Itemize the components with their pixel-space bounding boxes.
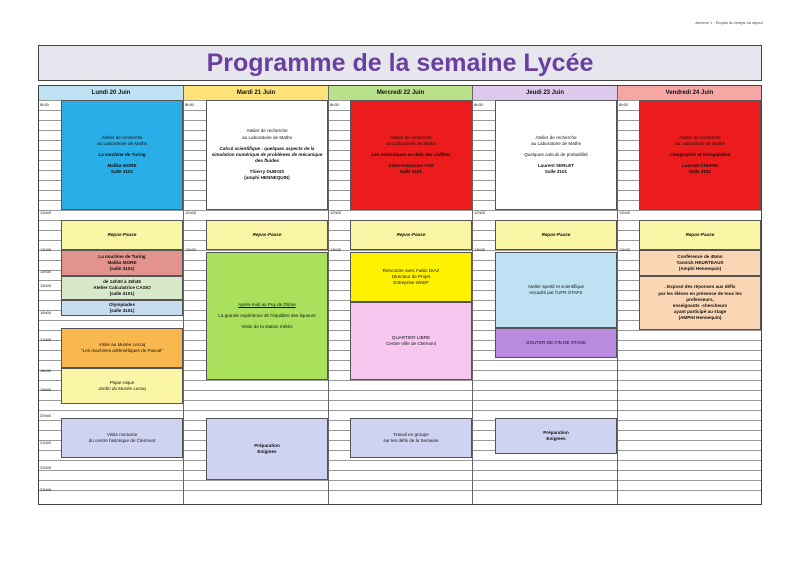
time-label: 13h30 <box>185 247 197 252</box>
wednesday-lunch: Repas-Pause <box>350 220 472 250</box>
time-label: 8h30 <box>474 102 483 107</box>
time-label: 13h30 <box>40 247 52 252</box>
time-label: 20h00 <box>40 413 52 418</box>
day-header-monday: Lundi 20 Juin <box>39 86 183 100</box>
wednesday-group-work: Travail en groupe sur les défis de la Semaine <box>350 418 472 458</box>
time-label: 8h30 <box>330 102 339 107</box>
thursday-lunch: Repas-Pause <box>495 220 617 250</box>
tuesday-preparation: Préparation Enigmes <box>206 418 328 480</box>
page-title: Programme de la semaine Lycée <box>206 49 594 77</box>
time-label: 17h00 <box>40 337 52 342</box>
time-label: 13h30 <box>474 247 486 252</box>
tuesday-lunch: Repas-Pause <box>206 220 328 250</box>
time-label: 14h30 <box>40 269 52 274</box>
monday-lunch: Repas-Pause <box>61 220 183 250</box>
time-label: 13h30 <box>330 247 342 252</box>
time-label: 12h00 <box>474 210 486 215</box>
thursday-morning-workshop: Atelier de recherche au Laboratoire de Maths Quelques calculs de probabilité Laurent SERLET Salle 3101 <box>495 100 617 210</box>
thursday-sport-workshop: Atelier sportif et scientifique encadré par l'UFR STAPS <box>495 252 617 328</box>
wednesday-wisip-meeting: Rencontre avec Fabio DIAZ Directeur de Projet Entreprise WISIP <box>350 252 472 302</box>
wednesday-free-time: QUARTIER LIBRE Centre Ville de Clermont <box>350 302 472 380</box>
monday-morning-workshop: Atelier de recherche au Laboratoire de Maths La machine de Turing Malika MORE Salle 3101 <box>61 100 183 210</box>
monday-museum: Visite au Musée Lecoq "Les machines arithmétiques de Pascal" <box>61 328 183 368</box>
thursday-snack: GOUTER DE FIN DE STAGE <box>495 328 617 358</box>
monday-picnic: Pique-nique Jardin du Musée Lecoq <box>61 368 183 404</box>
thursday-preparation: Préparation Enigmes <box>495 418 617 454</box>
tuesday-morning-workshop: Atelier de recherche au Laboratoire de Maths Calcul scientifique : quelques aspects de la simulation numérique de problèmes de mécanique des fluides Thierry DUBOIS (amphi HENNEQUIN) <box>206 100 328 210</box>
time-label: 15h00 <box>40 283 52 288</box>
time-label: 12h00 <box>185 210 197 215</box>
time-label: 8h30 <box>40 102 49 107</box>
time-label: 22h00 <box>40 465 52 470</box>
time-label: 18h30 <box>40 368 52 373</box>
day-header-wednesday: Mercredi 22 Juin <box>329 86 472 100</box>
friday-morning-workshop: Atelier de recherche au Laboratoire de Maths Cleographie et triangulation Laurent CHUPIN Salle 3101 <box>639 100 761 210</box>
time-label: 13h30 <box>619 247 631 252</box>
monday-olympiades: Olympiades (salle 3101) <box>61 300 183 316</box>
monday-turing: La machine de Turing Malika MORE (salle 3101) <box>61 250 183 276</box>
time-label: 8h30 <box>619 102 628 107</box>
monday-night-visit: Visite nocturne du centre historique de Clermont <box>61 418 183 458</box>
friday-conference: Conférence de 45mn Yannick HEURTEAUX (Amphi Hennequin) <box>639 250 761 276</box>
day-header-thursday: Jeudi 23 Juin <box>473 86 617 100</box>
wednesday-morning-workshop: Atelier de recherche au Laboratoire de Maths Les statistiques au-delà des chiffres Anne-Françoise YAO Salle 3101 <box>350 100 472 210</box>
friday-lunch: Repas-Pause <box>639 220 761 250</box>
time-label: 8h30 <box>185 102 194 107</box>
day-header-friday: Vendredi 24 Juin <box>618 86 761 100</box>
time-label: 19h00 <box>40 387 52 392</box>
annex-label: Annexe 1 : Emploi du temps du séjour <box>695 20 763 25</box>
schedule-grid <box>38 85 762 505</box>
tuesday-puy-de-dome: Après-midi au Puy de Dôme La grande expérience de l'équilibre des liqueurs Visite de la station météo <box>206 252 328 380</box>
day-header-tuesday: Mardi 21 Juin <box>184 86 328 100</box>
friday-presentation: . Exposé des réponses aux défis par les élèves en présence de tous les professeurs, enseignants -chercheurs ayant participé au stage (AMPHI Hennequin) <box>639 276 761 330</box>
time-label: 21h00 <box>40 440 52 445</box>
monday-casio: de 14h30 à 16h45 Atelier Calculatrice CASIO (salle 3101) <box>61 276 183 300</box>
time-label: 12h00 <box>619 210 631 215</box>
time-label: 12h00 <box>330 210 342 215</box>
time-label: 16h00 <box>40 310 52 315</box>
time-label: 12h00 <box>40 210 52 215</box>
title-banner <box>38 45 762 81</box>
time-label: 23h00 <box>40 487 52 492</box>
